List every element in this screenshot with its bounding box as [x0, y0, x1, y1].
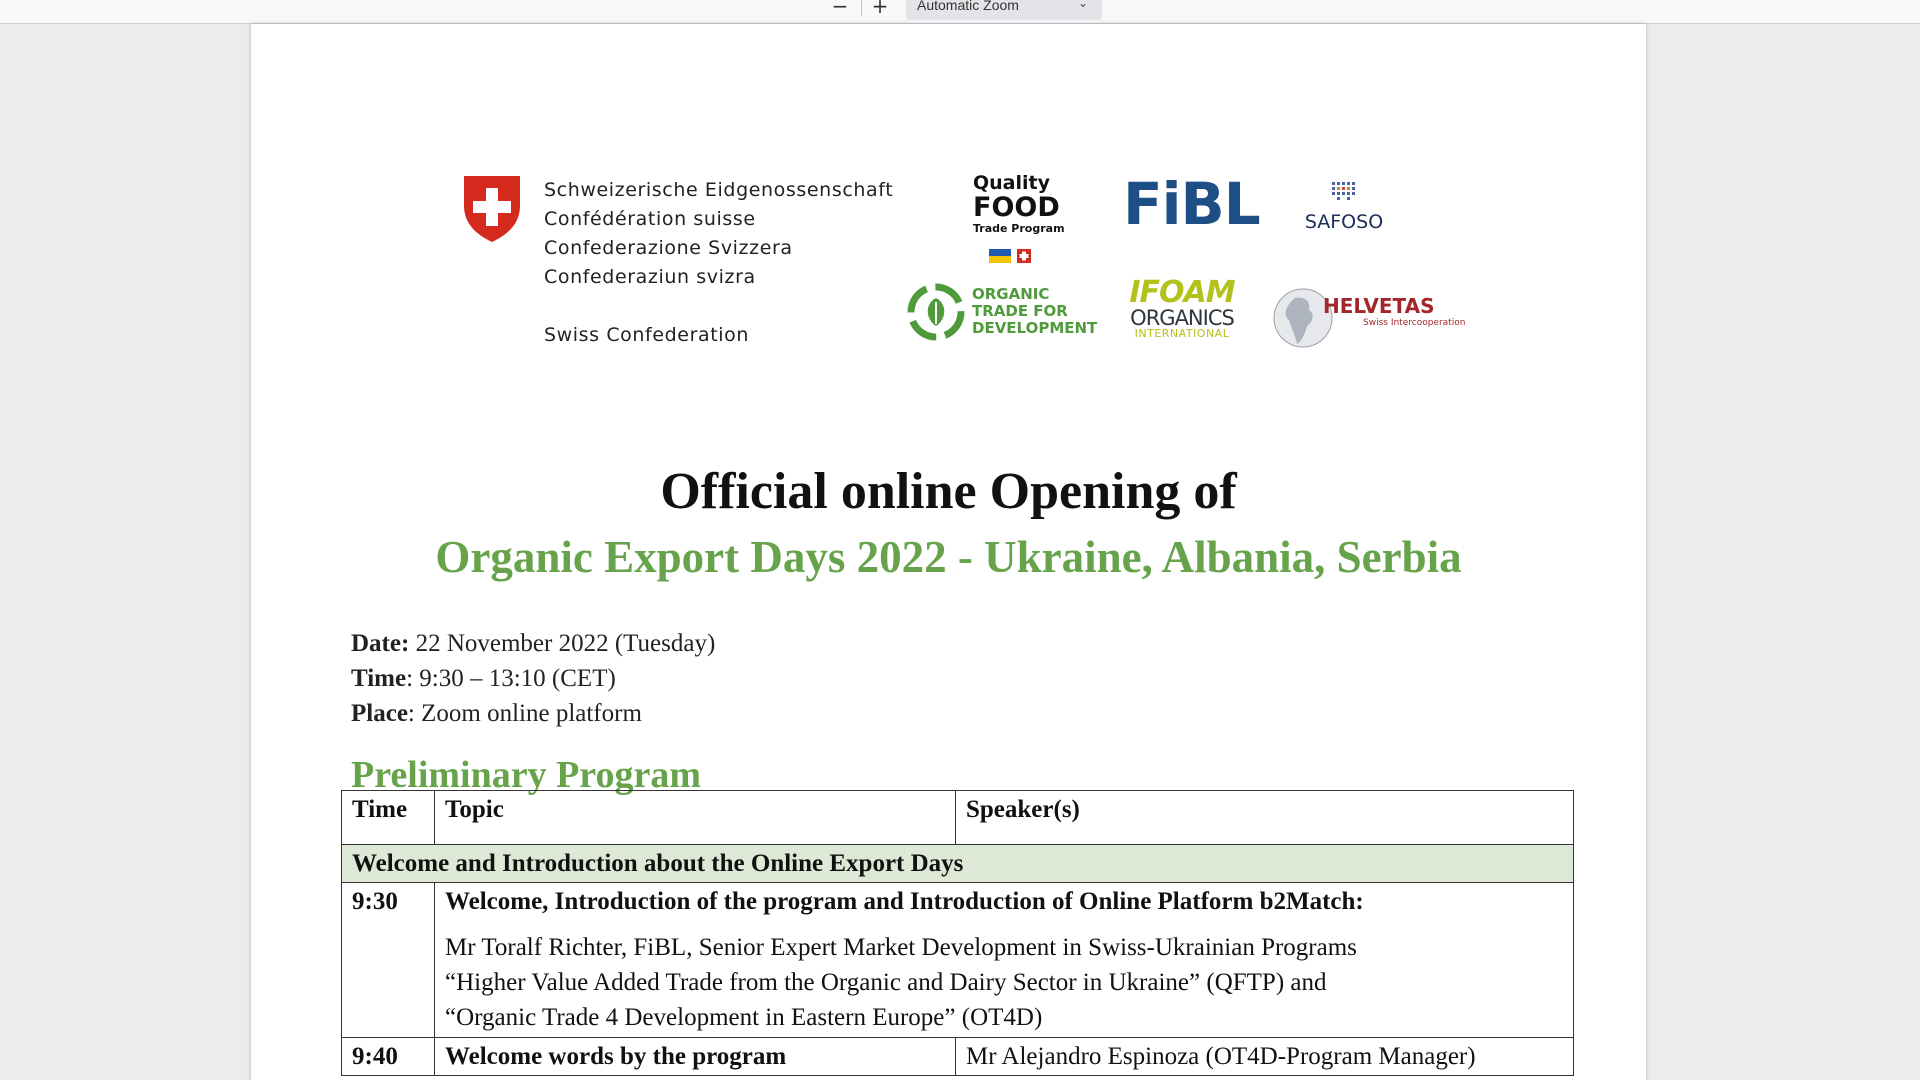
- otd-line-1: ORGANIC: [972, 285, 1050, 303]
- header-time: Time: [342, 791, 435, 845]
- helvetas-logo: [1271, 286, 1466, 355]
- row-topic: [435, 883, 1574, 1038]
- row-time: 9:40: [342, 1038, 435, 1076]
- table-row: [342, 1038, 1574, 1076]
- row-detail-line: “Organic Trade 4 Development in Eastern Europe” (OT4D): [445, 1004, 1043, 1031]
- qf-food-text: FOOD: [973, 192, 1060, 223]
- row-detail-line: “Higher Value Added Trade from the Organic and Dairy Sector in Ukraine” (QFTP) and: [445, 969, 1327, 996]
- time-value: : 9:30 – 13:10 (CET): [406, 665, 616, 692]
- date-label: Date:: [351, 630, 410, 657]
- qf-quality-text: Quality: [973, 172, 1050, 194]
- time-line: [351, 661, 715, 696]
- section-title: Welcome and Introduction about the Online Export Days: [342, 845, 1574, 883]
- viewer-toolbar: [0, 0, 1920, 24]
- header-logos: [251, 24, 1646, 354]
- document-subtitle: Organic Export Days 2022 - Ukraine, Albania, Serbia: [435, 532, 1462, 582]
- row-detail-line: Mr Toralf Richter, FiBL, Senior Expert Market Development in Swiss-Ukrainian Programs: [445, 934, 1357, 961]
- qf-trade-text: Trade Program: [973, 222, 1065, 235]
- safoso-logo: [1289, 180, 1399, 233]
- ifoam-logo: [1127, 275, 1237, 340]
- header-topic: Topic: [435, 791, 956, 845]
- ifoam-organics: ORGANICS: [1130, 306, 1234, 330]
- section-row: [342, 845, 1574, 883]
- zoom-in-button[interactable]: +: [871, 0, 889, 18]
- date-line: [351, 626, 715, 661]
- row-time: 9:30: [342, 883, 435, 1038]
- swiss-line-de: Schweizerische Eidgenossenschaft: [544, 179, 894, 201]
- fibl-logo: FiBL: [1123, 170, 1260, 238]
- row-topic-heading: Welcome, Introduction of the program and Introduction of Online Platform b2Match:: [445, 888, 1364, 915]
- zoom-out-button[interactable]: −: [831, 0, 849, 18]
- table-header-row: [342, 791, 1574, 845]
- row-speaker: Mr Alejandro Espinoza (OT4D-Program Manager): [956, 1038, 1574, 1076]
- swiss-shield-icon: [461, 174, 523, 244]
- toolbar-divider: [861, 0, 862, 16]
- date-value: 22 November 2022 (Tuesday): [415, 630, 716, 657]
- swiss-line-rm: Confederaziun svizra: [544, 266, 756, 288]
- swiss-line-it: Confederazione Svizzera: [544, 237, 793, 259]
- ifoam-international: INTERNATIONAL: [1134, 327, 1230, 340]
- table-row: [342, 883, 1574, 1038]
- organic-trade-text: [972, 286, 1097, 337]
- otd-line-3: DEVELOPMENT: [972, 319, 1098, 337]
- place-label: Place: [351, 700, 408, 727]
- zoom-select[interactable]: [906, 0, 1102, 20]
- ifoam-word: IFOAM: [1129, 275, 1235, 310]
- safoso-text: SAFOSO: [1304, 211, 1384, 233]
- time-label: Time: [351, 665, 407, 692]
- swiss-confederation-wordmark: [544, 176, 893, 350]
- recycle-leaf-icon: [906, 282, 966, 342]
- row-topic: Welcome words by the program: [435, 1038, 956, 1076]
- header-speakers: Speaker(s): [956, 791, 1574, 845]
- helvetas-name: HELVETAS: [1323, 294, 1435, 318]
- pdf-page: [251, 24, 1646, 1080]
- chevron-down-icon: ⌄: [1077, 0, 1088, 10]
- helvetas-subtitle: Swiss Intercooperation: [1363, 318, 1466, 328]
- quality-food-logo: [973, 172, 1065, 236]
- safoso-dots-icon: [1322, 180, 1366, 204]
- otd-line-2: TRADE FOR: [972, 302, 1068, 320]
- place-line: [351, 696, 715, 731]
- swiss-line-fr: Confédération suisse: [544, 208, 756, 230]
- ukraine-swiss-flags-icon: [989, 248, 1039, 264]
- zoom-select-value: Automatic Zoom: [917, 0, 1019, 13]
- swiss-line-en: Swiss Confederation: [544, 324, 750, 346]
- program-heading: Preliminary Program: [351, 754, 701, 796]
- program-table: [341, 790, 1574, 1076]
- place-value: : Zoom online platform: [407, 700, 642, 727]
- event-details: [351, 626, 715, 731]
- document-title: Official online Opening of: [660, 463, 1237, 520]
- organic-trade-development-logo: [906, 282, 1098, 347]
